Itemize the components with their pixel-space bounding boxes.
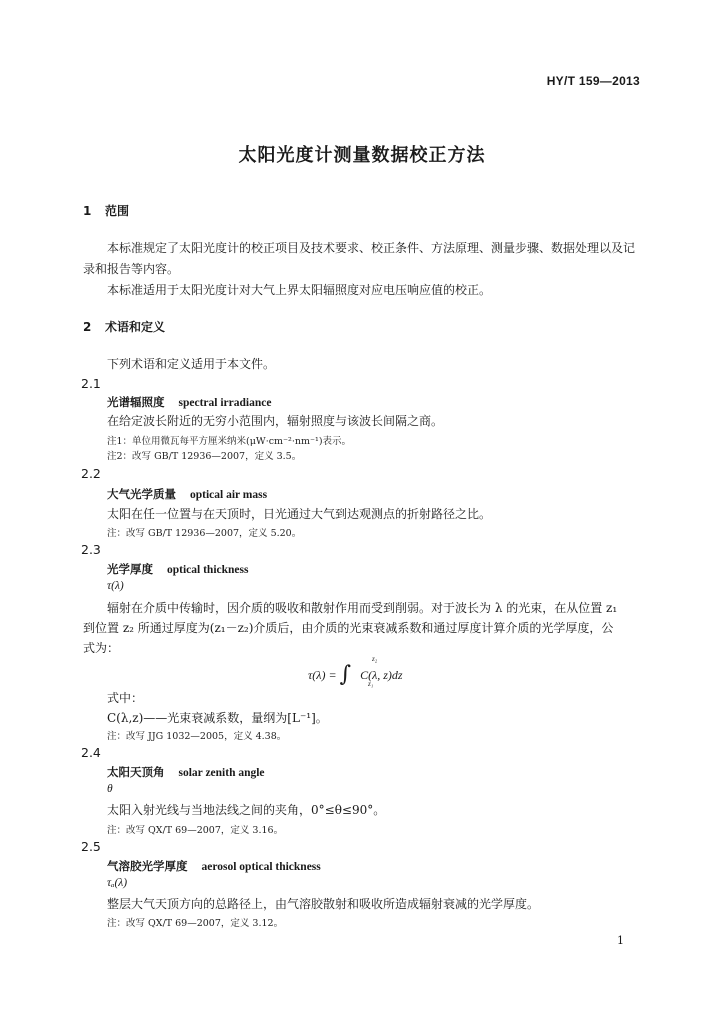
- term-cn: 太阳天顶角: [107, 765, 165, 779]
- clause-number: 2.2: [81, 466, 101, 481]
- standard-number: HY/T 159—2013: [546, 74, 640, 88]
- term-en: aerosol optical thickness: [201, 861, 321, 873]
- term-cn: 光学厚度: [107, 562, 153, 576]
- section-title: 术语和定义: [105, 320, 166, 334]
- term-en: spectral irradiance: [178, 397, 272, 409]
- section-number: 2: [83, 320, 92, 334]
- term-note: 注：改写 JJG 1032—2005，定义 4.38。: [107, 731, 287, 742]
- term-symbol: θ: [107, 783, 113, 795]
- integral-lower-limit: z₁: [368, 680, 374, 688]
- term-note: 注2：改写 GB/T 12936—2007，定义 3.5。: [107, 451, 302, 462]
- term-symbol: τₐ(λ): [107, 877, 128, 889]
- term-heading: [107, 486, 267, 502]
- term-definition: 在给定波长附近的无穷小范围内，辐射照度与该波长间隔之商。: [107, 414, 444, 428]
- clause-number: 2.4: [81, 745, 101, 760]
- paragraph-line: 本标准适用于太阳光度计对大气上界太阳辐照度对应电压响应值的校正。: [107, 283, 492, 297]
- term-definition: 到位置 z₂ 所通过厚度为(z₁－z₂)介质后，由介质的光束衰减系数和通过厚度计算介质的光学厚度，公: [83, 621, 614, 635]
- document-title: 太阳光度计测量数据校正方法: [238, 145, 486, 166]
- where-item: C(λ,z)——光束衰减系数，量纲为[L⁻¹]。: [107, 711, 328, 725]
- clause-number: 2.1: [81, 376, 101, 391]
- term-en: solar zenith angle: [178, 767, 265, 779]
- section-number: 1: [83, 204, 92, 218]
- term-note: 注：改写 GB/T 12936—2007，定义 5.20。: [107, 528, 302, 539]
- page-number: 1: [617, 934, 624, 947]
- section-title: 范围: [105, 204, 130, 218]
- integral-sign: ∫: [339, 662, 352, 687]
- term-en: optical thickness: [167, 564, 249, 576]
- term-heading: [107, 764, 265, 780]
- term-heading: [107, 394, 271, 410]
- clause-number: 2.5: [81, 839, 101, 854]
- term-definition: 太阳在任一位置与在天顶时，日光通过大气到达观测点的折射路径之比。: [107, 507, 492, 521]
- term-en: optical air mass: [190, 489, 268, 501]
- paragraph-line: 录和报告等内容。: [83, 262, 180, 276]
- term-definition: 太阳入射光线与当地法线之间的夹角，0°≤θ≤90°。: [107, 803, 386, 817]
- paragraph-line: 本标准规定了太阳光度计的校正项目及技术要求、校正条件、方法原理、测量步骤、数据处理以及记: [107, 241, 636, 255]
- formula-rhs: C(λ, z)dz: [360, 668, 403, 682]
- section-heading-terms: [83, 318, 165, 335]
- formula: [308, 655, 403, 688]
- term-note: 注：改写 QX/T 69—2007，定义 3.12。: [107, 918, 284, 929]
- integral-upper-limit: z₂: [372, 655, 378, 663]
- term-heading: [107, 561, 248, 577]
- term-heading: [107, 858, 321, 874]
- paragraph-line: 下列术语和定义适用于本文件。: [107, 357, 276, 371]
- term-definition: 式为：: [83, 641, 120, 655]
- clause-number: 2.3: [81, 542, 101, 557]
- where-label: 式中：: [107, 691, 144, 705]
- term-cn: 光谱辐照度: [107, 395, 165, 409]
- term-cn: 气溶胶光学厚度: [107, 859, 188, 873]
- formula-lhs: τ(λ) =: [308, 668, 340, 682]
- term-definition: 整层大气天顶方向的总路径上，由气溶胶散射和吸收所造成辐射衰减的光学厚度。: [107, 897, 540, 911]
- term-symbol: τ(λ): [107, 580, 124, 592]
- section-heading-scope: [83, 202, 129, 219]
- term-note: 注：改写 QX/T 69—2007，定义 3.16。: [107, 825, 284, 836]
- term-cn: 大气光学质量: [107, 487, 176, 501]
- term-definition: 辐射在介质中传输时，因介质的吸收和散射作用而受到削弱。对于波长为 λ 的光束，在从位置 z₁: [107, 601, 618, 615]
- term-note: 注1：单位用微瓦每平方厘米纳米(μW·cm⁻²·nm⁻¹)表示。: [107, 436, 352, 447]
